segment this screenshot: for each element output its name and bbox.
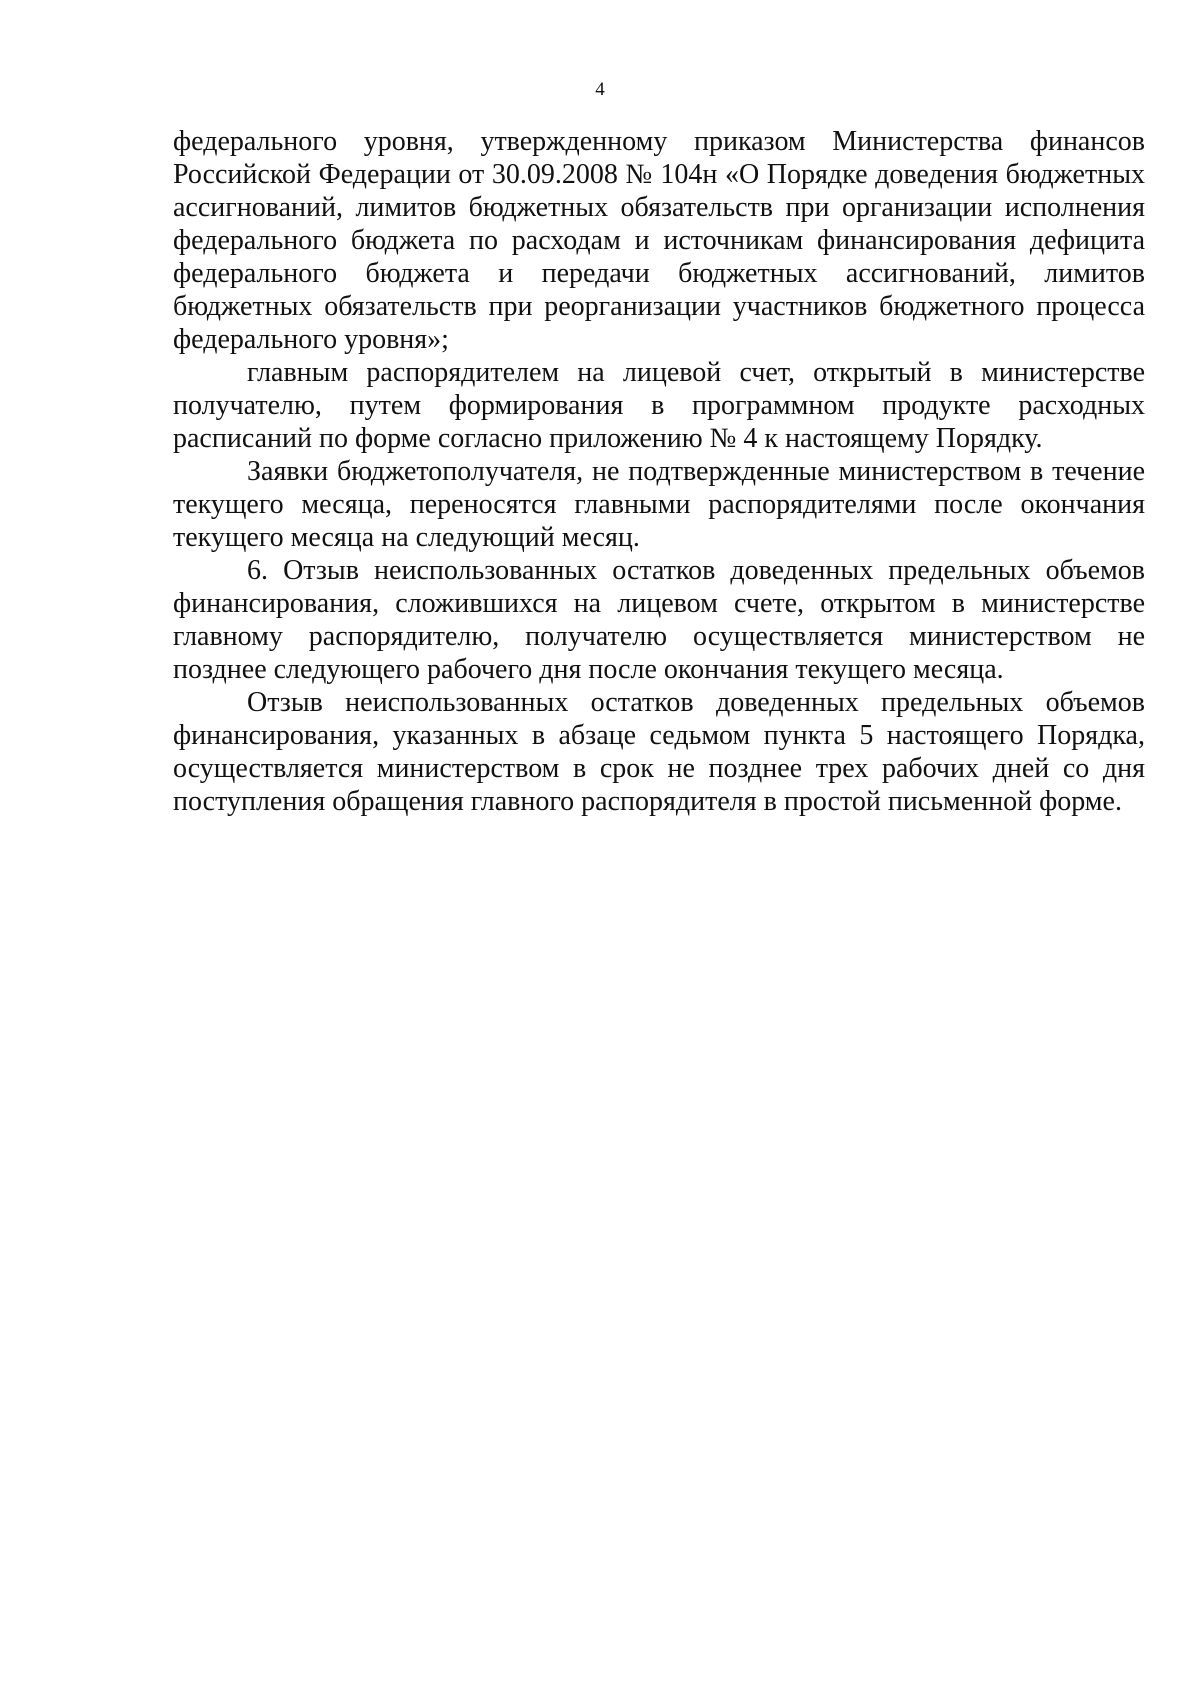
- paragraph-recall: Отзыв неиспользованных остатков доведенных предельных объемов финансирования, указанных в абзаце седьмом пункта 5 настоящего Порядка, осуществляется министерством в срок не позднее трех рабочих дней со дня поступления обращения главного распорядителя в простой письменной форме.: [173, 687, 1145, 817]
- document-body: [173, 125, 1145, 818]
- paragraph-main-distributor: главным распорядителем на лицевой счет, открытый в министерстве получателю, путем формирования в программном продукте расходных расписаний по форме согласно приложению № 4 к настоящему Порядку.: [173, 357, 1145, 454]
- page-number: 4: [595, 79, 605, 100]
- paragraph-section-6: 6. Отзыв неиспользованных остатков доведенных предельных объемов финансирования, сложившихся на лицевом счете, открытом в министерстве главному распорядителю, получателю осуществляется министерством не позднее следующего рабочего дня после окончания текущего месяца.: [173, 555, 1145, 685]
- paragraph-applications: Заявки бюджетополучателя, не подтвержденные министерством в течение текущего месяца, переносятся главными распорядителями после окончания текущего месяца на следующий месяц.: [173, 456, 1145, 553]
- paragraph-continuation: федерального уровня, утвержденному приказом Министерства финансов Российской Федерации от 30.09.2008 № 104н «О Порядке доведения бюджетных ассигнований, лимитов бюджетных обязательств при организации исполнения федерального бюджета по расходам и источникам финансирования дефицита федерального бюджета и передачи бюджетных ассигнований, лимитов бюджетных обязательств при реорганизации участников бюджетного процесса федерального уровня»;: [173, 126, 1145, 355]
